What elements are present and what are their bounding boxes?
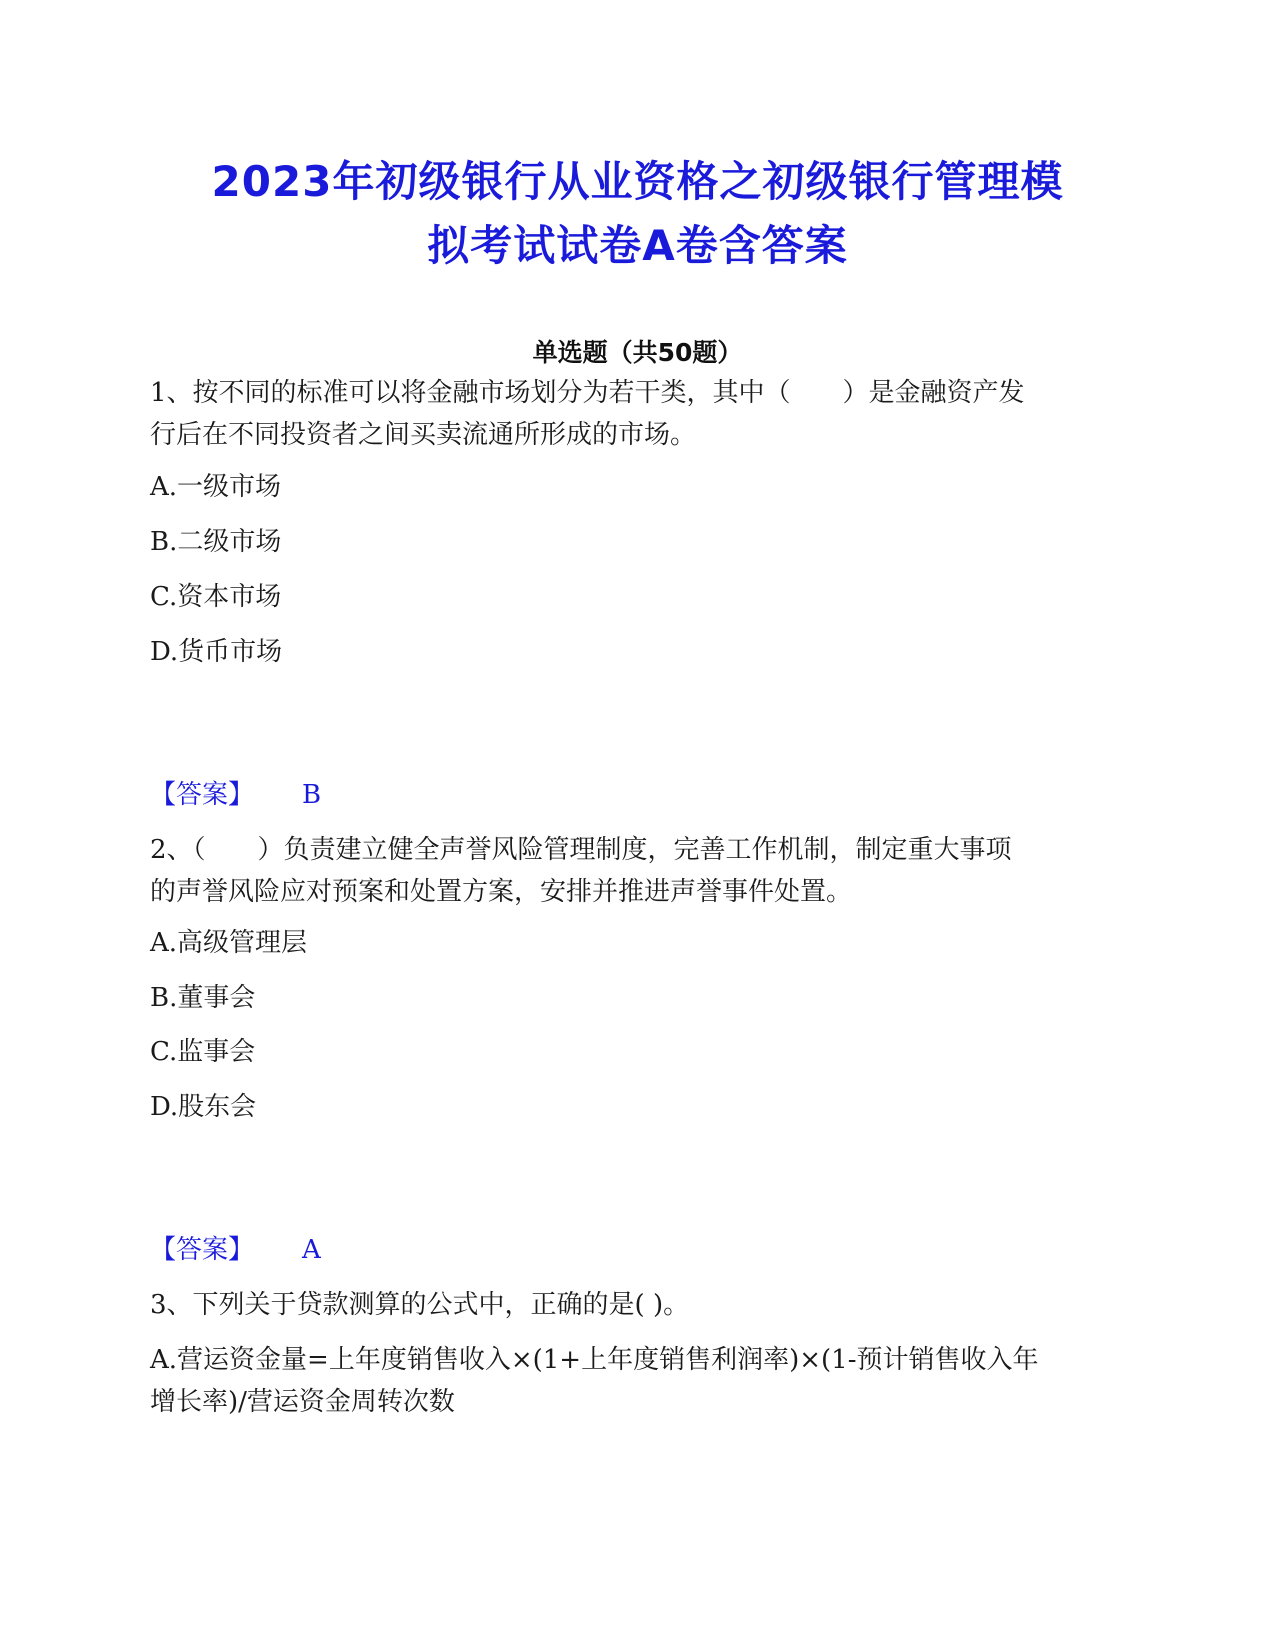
answer-label: 【答案】: [150, 780, 255, 810]
question-3-option-a: [150, 1339, 1120, 1423]
question-1-option-a: A.一级市场: [150, 472, 282, 502]
question-1-answer: [150, 774, 1120, 816]
option-line: 增长率)/营运资金周转次数: [150, 1387, 455, 1417]
question-1-option-b: B.二级市场: [150, 527, 282, 557]
question-1-stem: [150, 372, 1120, 456]
question-1-option-d: D.货币市场: [150, 637, 283, 667]
question-3-stem: 3、下列关于贷款测算的公式中，正确的是( )。: [150, 1290, 690, 1320]
title-line-1: 2023年初级银行从业资格之初级银行管理模: [211, 157, 1064, 206]
answer-value: B: [302, 780, 322, 810]
question-stem-line: 2、（ ）负责建立健全声誉风险管理制度，完善工作机制，制定重大事项: [150, 835, 1012, 865]
question-2-option-a: A.高级管理层: [150, 928, 308, 958]
answer-value: A: [302, 1235, 321, 1265]
section-heading: 单选题（共50题）: [532, 338, 743, 367]
option-line: A.营运资金量=上年度销售收入×(1+上年度销售利润率)×(1-预计销售收入年: [150, 1345, 1039, 1375]
question-stem-line: 1、按不同的标准可以将金融市场划分为若干类，其中（ ）是金融资产发: [150, 378, 1025, 408]
question-2-option-c: C.监事会: [150, 1037, 256, 1067]
question-2-answer: [150, 1229, 1120, 1271]
question-2-option-b: B.董事会: [150, 983, 256, 1013]
title-line-2: 拟考试试卷A卷含答案: [427, 221, 848, 270]
question-stem-line: 行后在不同投资者之间买卖流通所形成的市场。: [150, 420, 697, 450]
question-2-stem: [150, 829, 1120, 913]
question-2-option-d: D.股东会: [150, 1092, 257, 1122]
question-stem-line: 的声誉风险应对预案和处置方案，安排并推进声誉事件处置。: [150, 877, 853, 907]
document-title: [140, 150, 1135, 278]
answer-label: 【答案】: [150, 1235, 255, 1265]
question-1-option-c: C.资本市场: [150, 582, 282, 612]
